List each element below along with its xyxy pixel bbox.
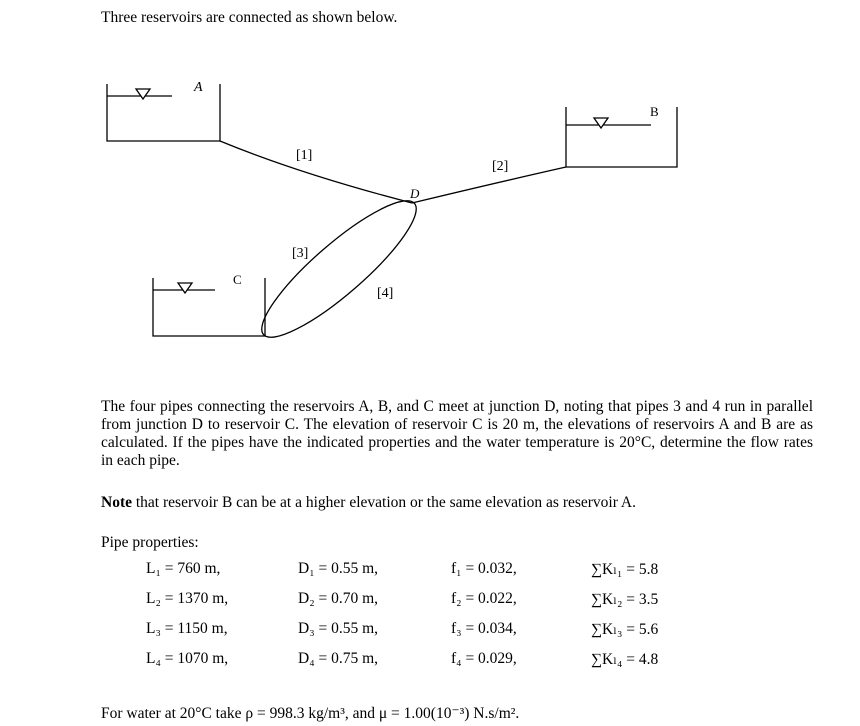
pipe-diameter: D₃ = 0.55 m, (298, 620, 379, 637)
label-pipe-3: [3] (292, 246, 309, 261)
pipe-row (146, 560, 701, 590)
pipe-diameter: D₄ = 0.75 m, (298, 650, 379, 667)
pipe-minor-loss: ∑Kₗ₂ = 3.5 (591, 591, 659, 608)
label-reservoir-b: B (650, 104, 659, 119)
pipe-diameter: D₂ = 0.70 m, (298, 590, 379, 607)
pipe-diameter: D₁ = 0.55 m, (298, 560, 379, 577)
pipe-friction: f₄ = 0.029, (451, 650, 517, 667)
pipe-length: L₁ = 760 m, (146, 560, 221, 577)
pipe-length: L₄ = 1070 m, (146, 650, 229, 667)
pipe-properties-table (146, 560, 701, 680)
label-junction-d: D (410, 186, 420, 201)
pipe-properties-title: Pipe properties: (101, 534, 199, 551)
note-rest: that reservoir B can be at a higher elevation or the same elevation as reservoir A. (132, 494, 636, 511)
problem-paragraph: The four pipes connecting the reservoirs A, B, and C meet at junction D, noting that pipes 3 and 4 run in parallel from junction D to reservoir C. The elevation of reservoir C is 20 m, the elevations of reservoirs A and B are as calculated. If the pipes have the indicated properties and the water temperature is 20°C, determine the flow rates in each pipe. (101, 398, 813, 469)
pipe-friction: f₃ = 0.034, (451, 620, 517, 637)
label-reservoir-c: C (233, 272, 242, 287)
label-pipe-4: [4] (377, 286, 394, 301)
pipe-row (146, 620, 701, 650)
pipe-friction: f₂ = 0.022, (451, 590, 517, 607)
pipe-length: L₃ = 1150 m, (146, 620, 228, 637)
pipe-minor-loss: ∑Kₗ₁ = 5.8 (591, 561, 659, 578)
water-properties-footer: For water at 20°C take ρ = 998.3 kg/m³, and μ = 1.00(10⁻³) N.s/m². (101, 705, 520, 722)
reservoir-c (153, 278, 265, 336)
pipe-minor-loss: ∑Kₗ₄ = 4.8 (591, 651, 659, 668)
pipe-minor-loss: ∑Kₗ₃ = 5.6 (591, 621, 659, 638)
pipe-1 (220, 141, 412, 203)
label-reservoir-a: A (194, 80, 203, 95)
pipe-row (146, 590, 701, 620)
note-line (101, 494, 636, 512)
pipes-3-4-loop (247, 185, 431, 354)
pipe-2 (412, 167, 566, 203)
note-bold: Note (101, 494, 132, 511)
reservoir-b (566, 107, 677, 167)
pipe-length: L₂ = 1370 m, (146, 590, 229, 607)
reservoir-a (107, 84, 220, 141)
label-pipe-1: [1] (296, 148, 313, 163)
intro-text: Three reservoirs are connected as shown below. (101, 9, 398, 26)
pipe-row (146, 650, 701, 680)
pipe-friction: f₁ = 0.032, (451, 560, 517, 577)
label-pipe-2: [2] (492, 159, 509, 174)
